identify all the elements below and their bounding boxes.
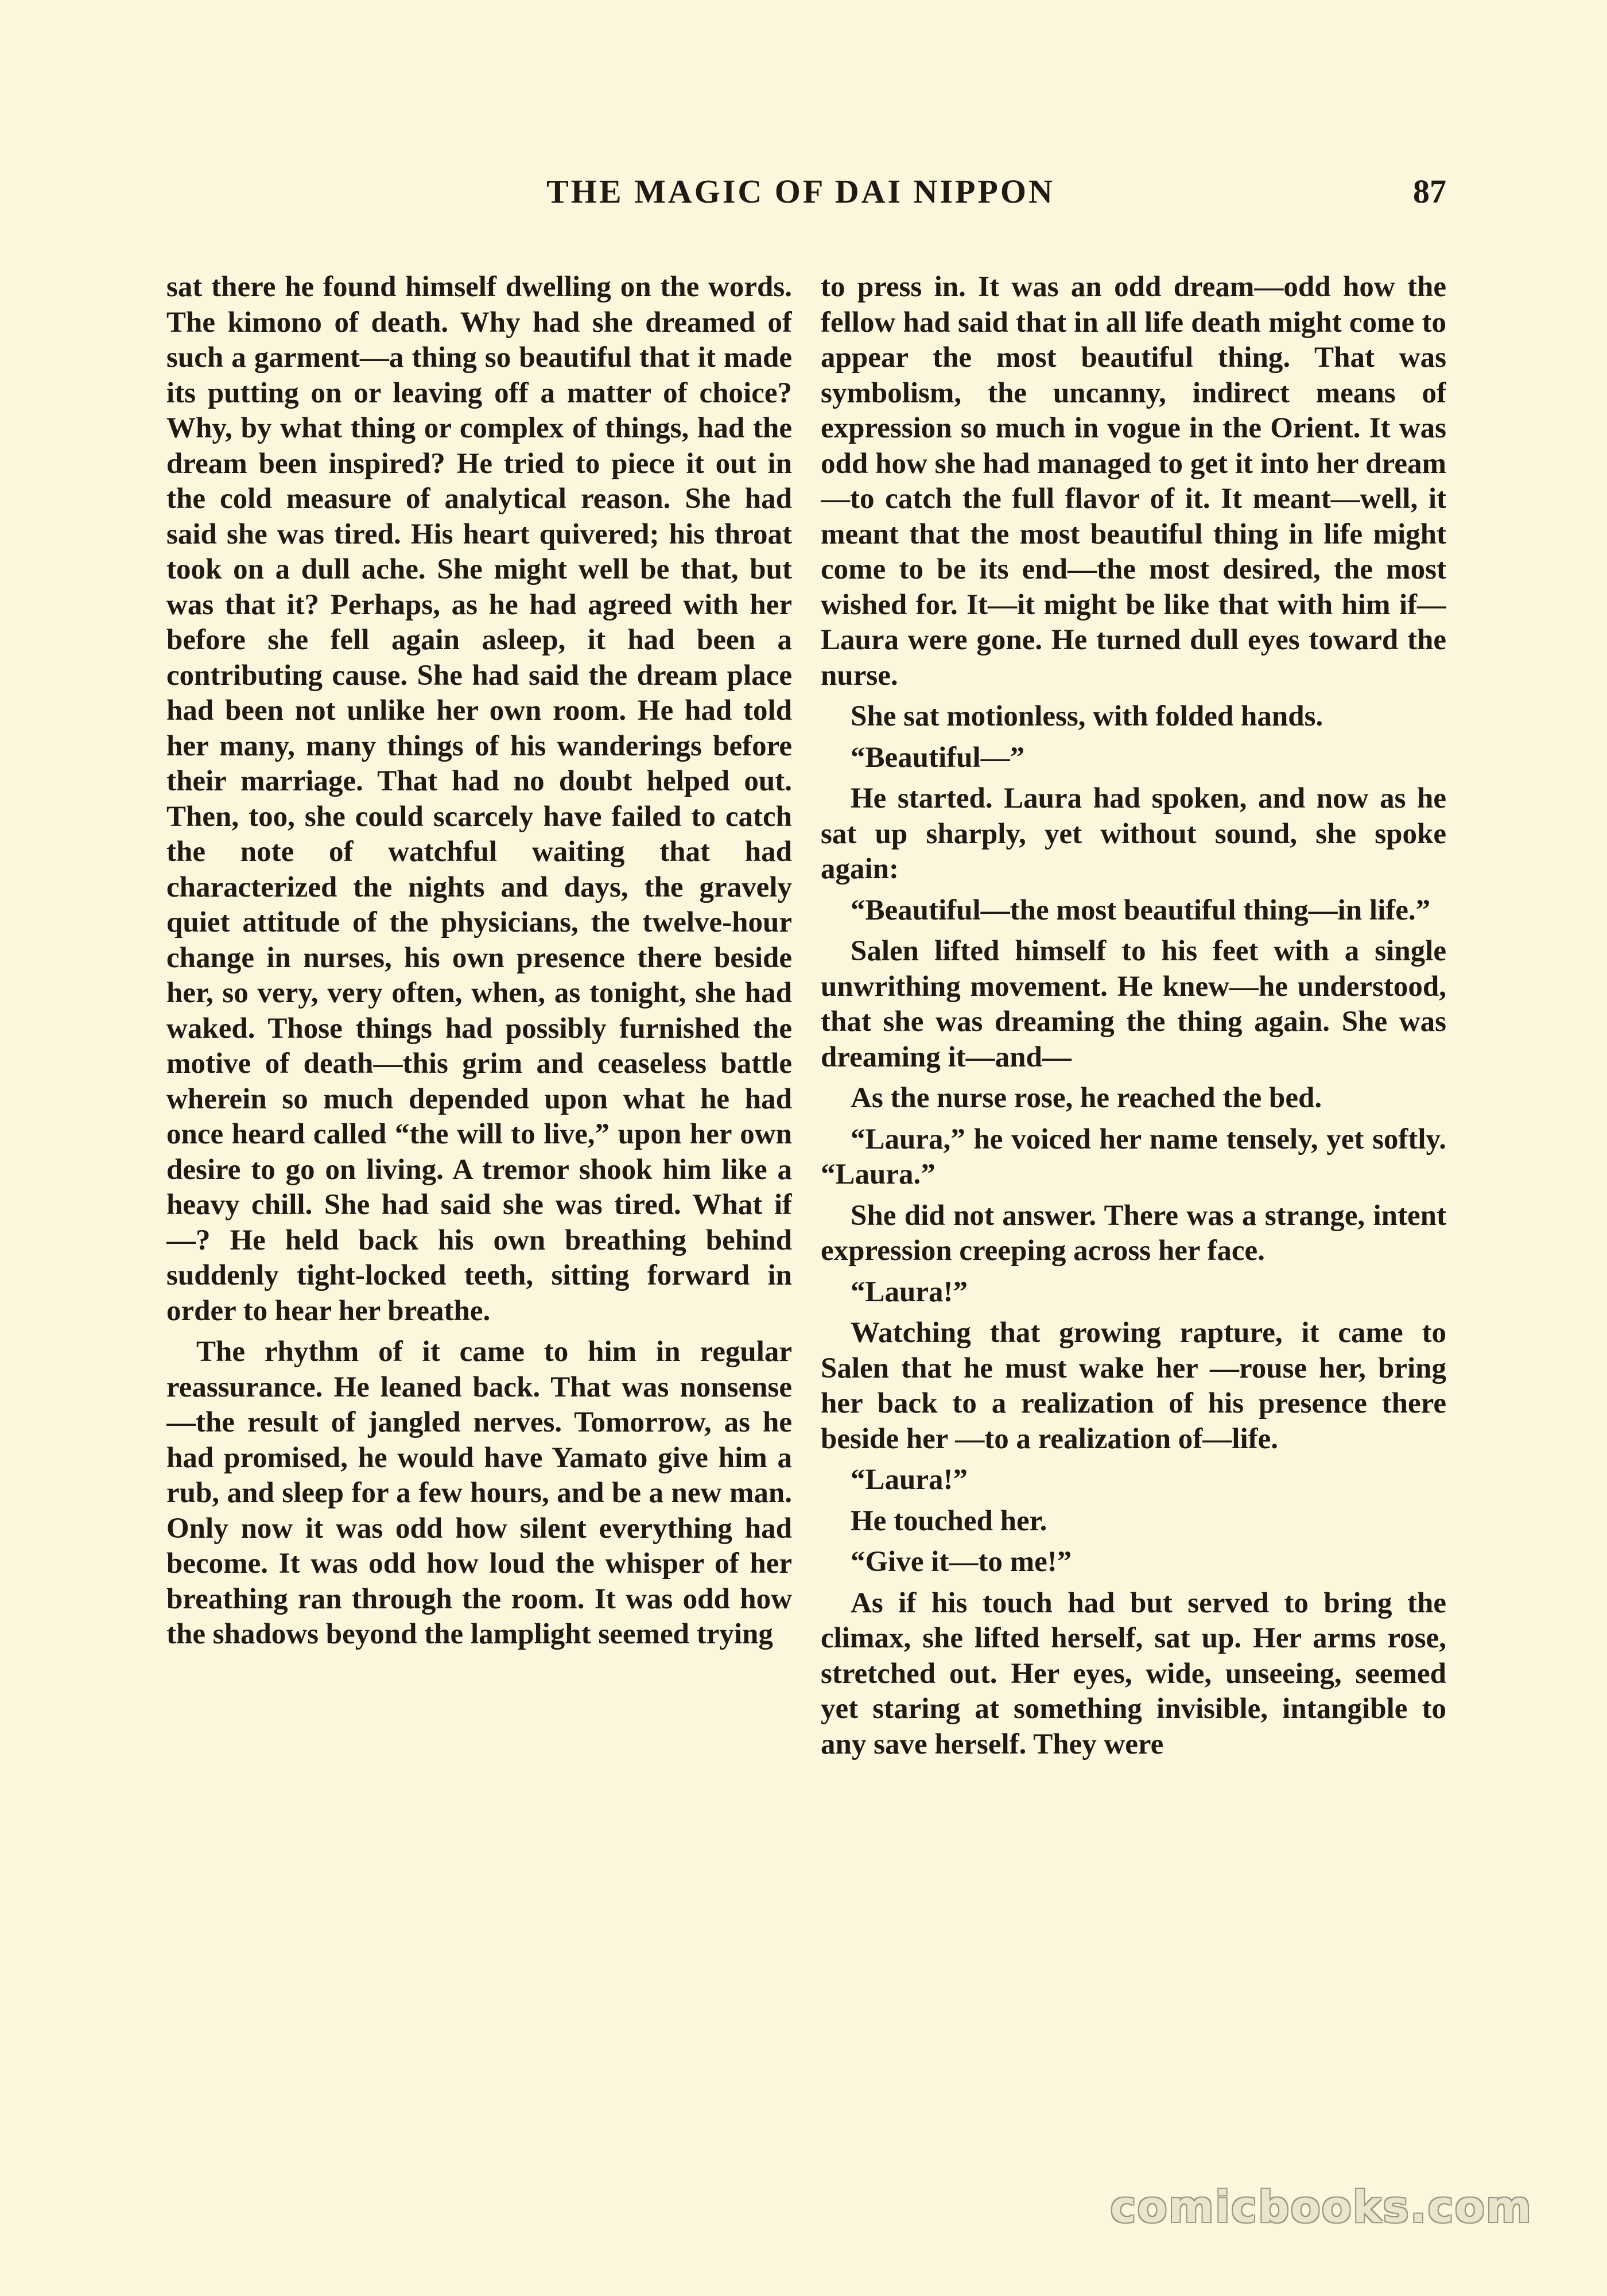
paragraph: “Give it—to me!” bbox=[851, 1546, 1072, 1578]
page-header bbox=[155, 172, 1446, 224]
paragraph: He started. Laura had spoken, and now as he sat up sharply, yet without sound, she spoke again: bbox=[821, 782, 1446, 885]
running-title: THE MAGIC OF DAI NIPPON bbox=[546, 173, 1055, 210]
paragraph: “Beautiful—” bbox=[851, 741, 1025, 774]
paragraph: As the nurse rose, he reached the bed. bbox=[851, 1082, 1322, 1114]
right-column bbox=[821, 270, 1446, 2141]
paragraph: “Laura!” bbox=[851, 1275, 968, 1308]
paragraph: She did not answer. There was a strange, intent expression creeping across her face. bbox=[821, 1199, 1446, 1267]
paragraph: Watching that growing rapture, it came to Salen that he must wake her —rouse her, bring her back to a realization of his presence there beside her —to a realization of—life. bbox=[821, 1317, 1446, 1455]
paragraph: “Laura!” bbox=[851, 1464, 968, 1496]
paragraph: “Beautiful—the most beautiful thing—in life.” bbox=[851, 894, 1431, 926]
left-column bbox=[166, 270, 792, 2141]
paragraph: He touched her. bbox=[851, 1504, 1047, 1537]
paragraph: The rhythm of it came to him in regular reassurance. He leaned back. That was nonsense—the result of jangled nerves. Tomorrow, as he had promised, he would have Yamato give him a rub, and sleep for a few hours, and be a new man. Only now it was odd how silent everything had become. It was odd how loud the whisper of her breathing ran through the room. It was odd how the shadows beyond the lamplight seemed trying bbox=[166, 1336, 792, 1650]
paragraph: sat there he found himself dwelling on the words. The kimono of death. Why had she dreamed of such a garment—a thing so beautiful that it made its putting on or leaving off a matter of choice? Why, by what thing or complex of things, had the dream been inspired? He tried to piece it out in the cold measure of analytical reason. She had said she was tired. His heart quivered; his throat took on a dull ache. She might well be that, but was that it? Perhaps, as he had agreed with her before she fell again asleep, it had been a contributing cause. She had said the dream place had been not unlike her own room. He had told her many, many things of his wanderings before their marriage. That had no doubt helped out. Then, too, she could scarcely have failed to catch the note of watchful waiting that had characterized the nights and days, the gravely quiet attitude of the physicians, the twelve-hour change in nurses, his own presence there beside her, so very, very often, when, as tonight, she had waked. Those things had possibly furnished the motive of death—this grim and ceaseless battle wherein so much depended upon what he had once heard called “the will to live,” upon her own desire to go on living. A tremor shook him like a heavy chill. She had said she was tired. What if—? He held back his own breathing behind suddenly tight-locked teeth, sitting forward in order to hear her breathe. bbox=[166, 271, 792, 1327]
paragraph: She sat motionless, with folded hands. bbox=[851, 700, 1323, 732]
paragraph: Salen lifted himself to his feet with a single unwrithing movement. He knew—he understood, that she was dreaming the thing again. She was dreaming it—and— bbox=[821, 935, 1446, 1073]
paragraph: “Laura,” he voiced her name tensely, yet softly. “Laura.” bbox=[821, 1123, 1446, 1190]
page-number: 87 bbox=[1413, 173, 1446, 210]
paragraph: to press in. It was an odd dream—odd how the fellow had said that in all life death might come to appear the most beautiful thing. That was symbolism, the uncanny, indirect means of expression so much in vogue in the Orient. It was odd how she had managed to get it into her dream —to catch the full flavor of it. It meant—well, it meant that the most beautiful thing in life might come to be its end—the most desired, the most wished for. It—it might be like that with him if—Laura were gone. He turned dull eyes toward the nurse. bbox=[821, 271, 1446, 692]
paragraph: As if his touch had but served to bring the climax, she lifted herself, sat up. Her arms rose, stretched out. Her eyes, wide, unseeing, seemed yet staring at something invisible, intangible to any save herself. They were bbox=[821, 1587, 1446, 1760]
watermark: comicbooks.com bbox=[1110, 2181, 1532, 2232]
